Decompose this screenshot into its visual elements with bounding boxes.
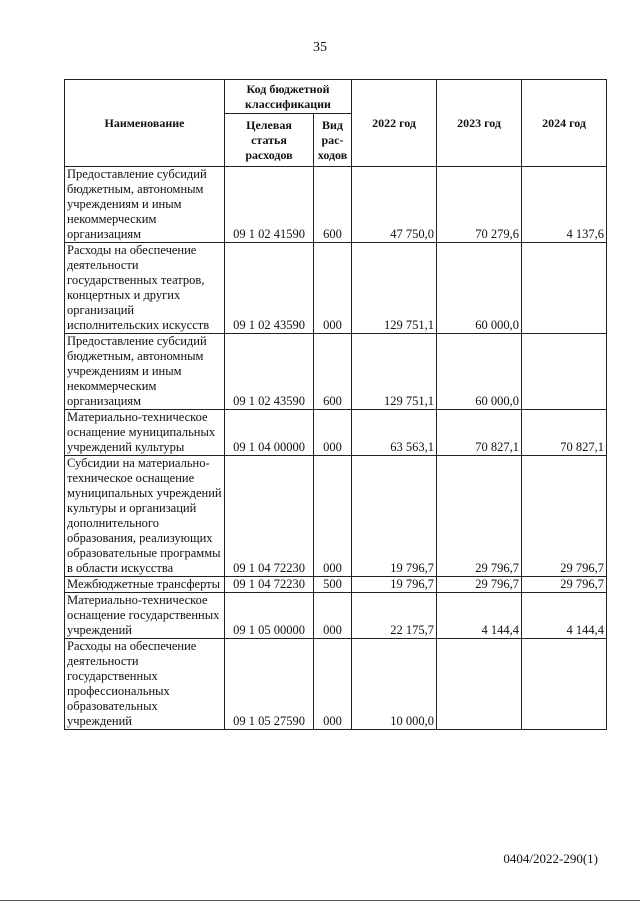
- document-code: 0404/2022-290(1): [503, 851, 598, 866]
- table-row: [65, 334, 607, 410]
- row-value-2022: 19 796,7: [352, 456, 437, 577]
- row-expense-type: 500: [314, 577, 352, 593]
- row-value-2022: 22 175,7: [352, 593, 437, 639]
- budget-table: [64, 79, 607, 730]
- table-row: [65, 456, 607, 577]
- header-2022: 2022 год: [352, 80, 437, 167]
- row-value-2024: 29 796,7: [522, 456, 607, 577]
- row-name: Предоставление субсидий бюджетным, автономным учреждениям и иным некоммерческим организациям: [65, 334, 225, 410]
- row-value-2023: 4 144,4: [437, 593, 522, 639]
- row-value-2023: 29 796,7: [437, 577, 522, 593]
- row-target-article: 09 1 02 43590: [225, 334, 314, 410]
- header-target-article: Целевая статья расходов: [225, 114, 314, 167]
- row-expense-type: 000: [314, 456, 352, 577]
- page-number: 35: [313, 40, 327, 55]
- row-value-2024: [522, 243, 607, 334]
- table-header: [65, 80, 607, 167]
- row-name: Межбюджетные трансферты: [65, 577, 225, 593]
- row-name: Расходы на обеспечение деятельности государственных профессиональных образовательных учреждений: [65, 639, 225, 730]
- row-value-2024: 4 144,4: [522, 593, 607, 639]
- table-row: [65, 410, 607, 456]
- table-row: [65, 639, 607, 730]
- row-target-article: 09 1 02 41590: [225, 167, 314, 243]
- row-name: Субсидии на материально-техническое оснащение муниципальных учреждений культуры и организаций дополнительного образования, реализующих образовательные программы в области искусства: [65, 456, 225, 577]
- row-expense-type: 000: [314, 593, 352, 639]
- row-value-2023: 70 827,1: [437, 410, 522, 456]
- row-value-2022: 129 751,1: [352, 334, 437, 410]
- scan-edge-line: [0, 900, 640, 901]
- table-body: [65, 167, 607, 730]
- header-name: Наименование: [65, 80, 225, 167]
- row-value-2024: [522, 639, 607, 730]
- row-target-article: 09 1 04 72230: [225, 577, 314, 593]
- row-target-article: 09 1 04 72230: [225, 456, 314, 577]
- row-value-2023: [437, 639, 522, 730]
- header-2024: 2024 год: [522, 80, 607, 167]
- row-value-2022: 10 000,0: [352, 639, 437, 730]
- row-value-2022: 47 750,0: [352, 167, 437, 243]
- row-target-article: 09 1 02 43590: [225, 243, 314, 334]
- row-value-2024: 4 137,6: [522, 167, 607, 243]
- row-expense-type: 000: [314, 410, 352, 456]
- row-value-2023: 60 000,0: [437, 243, 522, 334]
- row-value-2024: 29 796,7: [522, 577, 607, 593]
- row-name: Материально-техническое оснащение муниципальных учреждений культуры: [65, 410, 225, 456]
- table-row: [65, 593, 607, 639]
- header-2023: 2023 год: [437, 80, 522, 167]
- row-value-2023: 60 000,0: [437, 334, 522, 410]
- row-expense-type: 000: [314, 639, 352, 730]
- row-value-2024: [522, 334, 607, 410]
- row-target-article: 09 1 04 00000: [225, 410, 314, 456]
- row-name: Материально-техническое оснащение государственных учреждений: [65, 593, 225, 639]
- row-name: Расходы на обеспечение деятельности государственных театров, концертных и других организаций исполнительских искусств: [65, 243, 225, 334]
- row-value-2022: 129 751,1: [352, 243, 437, 334]
- row-name: Предоставление субсидий бюджетным, автономным учреждениям и иным некоммерческим организациям: [65, 167, 225, 243]
- header-expense-type: Вид рас-ходов: [314, 114, 352, 167]
- row-value-2022: 63 563,1: [352, 410, 437, 456]
- row-value-2023: 29 796,7: [437, 456, 522, 577]
- table-row: [65, 577, 607, 593]
- table-row: [65, 243, 607, 334]
- header-code-group: Код бюджетной классификации: [225, 80, 352, 114]
- row-target-article: 09 1 05 27590: [225, 639, 314, 730]
- row-value-2022: 19 796,7: [352, 577, 437, 593]
- row-value-2024: 70 827,1: [522, 410, 607, 456]
- row-expense-type: 600: [314, 334, 352, 410]
- table-row: [65, 167, 607, 243]
- row-value-2023: 70 279,6: [437, 167, 522, 243]
- row-expense-type: 600: [314, 167, 352, 243]
- row-expense-type: 000: [314, 243, 352, 334]
- row-target-article: 09 1 05 00000: [225, 593, 314, 639]
